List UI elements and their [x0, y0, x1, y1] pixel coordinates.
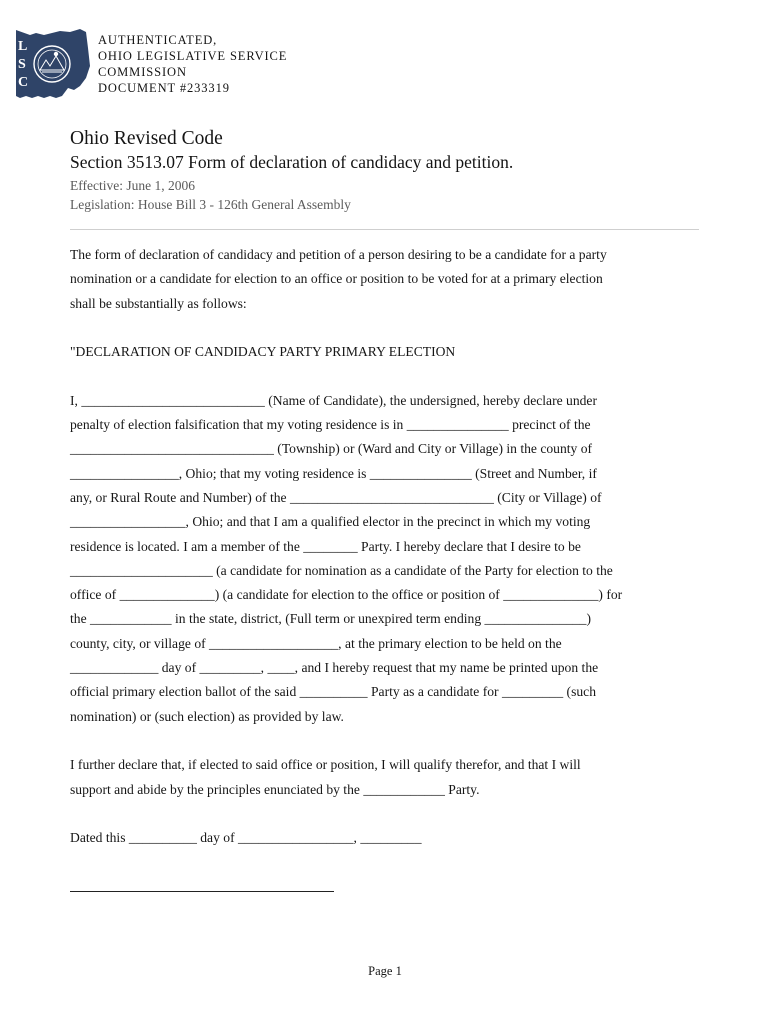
effective-date: Effective: June 1, 2006: [70, 178, 195, 193]
text-line: nomination) or (such election) as provided by law.: [70, 708, 344, 724]
seal-letter-s: S: [18, 57, 26, 72]
legislation-info: Legislation: House Bill 3 - 126th General Assembly: [70, 197, 351, 212]
paragraph-gap: [70, 316, 710, 340]
paragraph: [70, 340, 710, 364]
seal-letter-c: C: [18, 75, 29, 90]
text-line: I, ___________________________ (Name of Candidate), the undersigned, hereby declare under: [70, 392, 597, 408]
seal-letter-l: L: [18, 39, 28, 54]
text-line: the ____________ in the state, district, (Full term or unexpired term ending _______________): [70, 611, 592, 627]
section-heading: Section 3513.07 Form of declaration of candidacy and petition.: [70, 152, 514, 172]
text-line: support and abide by the principles enunciated by the ____________ Party.: [70, 781, 480, 797]
document-body: [70, 243, 710, 850]
lsc-ohio-seal-logo: [14, 26, 94, 102]
signature-line: [70, 891, 334, 892]
text-line: "DECLARATION OF CANDIDACY PARTY PRIMARY ELECTION: [70, 344, 456, 360]
header-divider: [70, 229, 699, 230]
document-header: [14, 26, 334, 106]
text-line: any, or Rural Route and Number) of the ______________________________ (City or Village) of: [70, 489, 602, 505]
text-line: Dated this __________ day of _________________, _________: [70, 830, 422, 846]
authentication-stamp: [98, 32, 287, 96]
text-line: nomination or a candidate for election to an office or position to be voted for at a primary election: [70, 271, 603, 287]
paragraph-gap: [70, 729, 710, 753]
page-number: Page 1: [368, 964, 402, 978]
text-line: The form of declaration of candidacy and petition of a person desiring to be a candidate for a party: [70, 247, 607, 262]
text-line: _____________ day of _________, ____, and I hereby request that my name be printed upon the: [70, 660, 599, 676]
text-line: county, city, or village of ___________________, at the primary election to be held on the: [70, 635, 562, 651]
text-line: ______________________________ (Township) or (Ward and City or Village) in the county of: [70, 441, 593, 457]
text-line: I further declare that, if elected to said office or position, I will qualify therefor, and that I will: [70, 757, 581, 773]
text-line: _____________________ (a candidate for nomination as a candidate of the Party for election to the: [70, 562, 613, 578]
text-line: _________________, Ohio; and that I am a qualified elector in the precinct in which my voting: [70, 514, 591, 530]
auth-line: COMMISSION: [98, 65, 187, 79]
auth-line: OHIO LEGISLATIVE SERVICE: [98, 49, 288, 63]
auth-line: DOCUMENT #233319: [98, 81, 230, 95]
text-line: ________________, Ohio; that my voting residence is _______________ (Street and Number, if: [70, 465, 597, 481]
text-line: penalty of election falsification that my voting residence is in _______________ precinct of the: [70, 417, 591, 433]
paragraph: [70, 243, 710, 316]
text-line: residence is located. I am a member of the ________ Party. I hereby declare that I desire to be: [70, 538, 581, 554]
text-line: official primary election ballot of the said __________ Party as a candidate for _________ (such: [70, 684, 596, 700]
text-line: shall be substantially as follows:: [70, 295, 247, 311]
paragraph: [70, 826, 710, 850]
paragraph: [70, 753, 710, 802]
auth-line: AUTHENTICATED,: [98, 33, 218, 47]
text-line: office of ______________) (a candidate for election to the office or position of ______________) for: [70, 587, 623, 603]
paragraph-gap: [70, 802, 710, 826]
paragraph: [70, 389, 710, 729]
document-title: Ohio Revised Code: [70, 128, 223, 149]
paragraph-gap: [70, 364, 710, 388]
